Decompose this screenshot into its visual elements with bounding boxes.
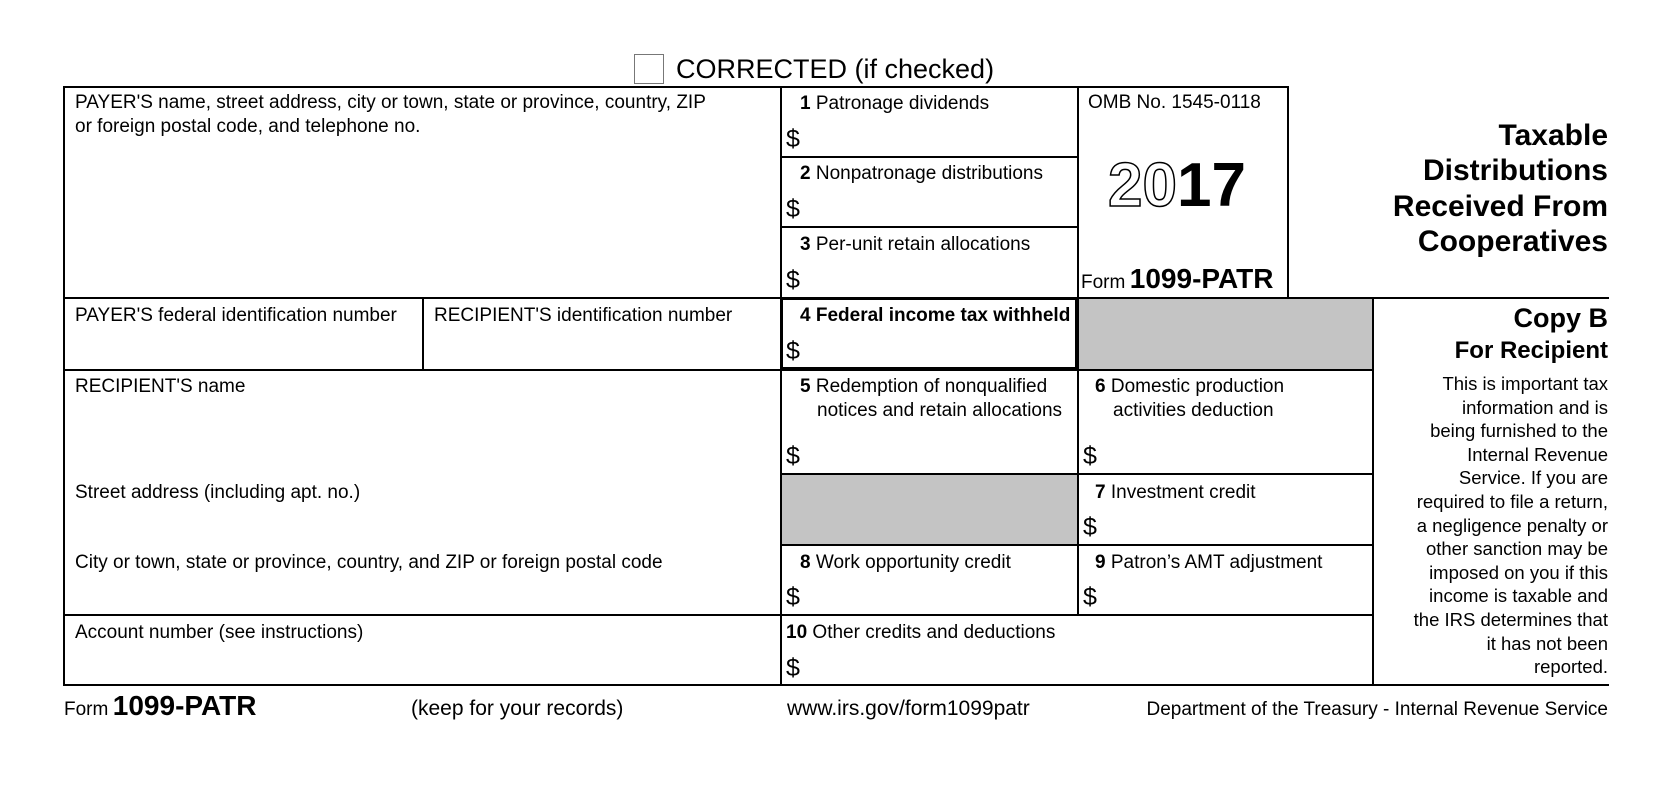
box5-number: 5: [800, 376, 811, 397]
omb-form-name: [1081, 263, 1273, 295]
recipient-id-label: RECIPIENT'S identification number: [434, 305, 733, 326]
form-title-line4: Cooperatives: [1417, 225, 1608, 258]
copy-notice-line: reported.: [1533, 656, 1608, 678]
recipient-name-label: RECIPIENT'S name: [75, 376, 246, 397]
box6-label-line1: [1095, 375, 1284, 399]
box6-dollar-sign: $: [1083, 442, 1097, 470]
footer-department: Department of the Treasury - Internal Revenue Service: [1146, 699, 1608, 720]
box2-number: 2: [800, 163, 811, 184]
footer-irs-url[interactable]: www.irs.gov/form1099patr: [787, 697, 1030, 720]
form-title-line3: Received From: [1392, 190, 1608, 223]
box7-dollar-sign: $: [1083, 513, 1097, 541]
box1-text: Patronage dividends: [815, 93, 990, 114]
box9-label: [1095, 551, 1322, 575]
copy-notice-line: required to file a return,: [1416, 490, 1608, 512]
box6-number: 6: [1095, 376, 1106, 397]
copy-notice-line: other sanction may be: [1425, 538, 1608, 560]
box6-text-line1: Domestic production: [1110, 376, 1285, 397]
footer-keep-note: (keep for your records): [411, 697, 624, 720]
box5-label-line1: [800, 375, 1047, 399]
payer-name-label-line1: PAYER'S name, street address, city or town, state or province, country, ZIP: [75, 92, 706, 113]
box3-number: 3: [800, 234, 811, 255]
copy-notice-line: the IRS determines that: [1413, 608, 1608, 630]
copy-notice-line: imposed on you if this: [1429, 561, 1608, 583]
footer-form-prefix: Form: [64, 699, 109, 720]
tax-year-outline: 20: [1108, 151, 1177, 220]
box10-dollar-sign: $: [786, 654, 800, 682]
box3-label: [800, 233, 1030, 257]
box9-number: 9: [1095, 552, 1106, 573]
omb-number: OMB No. 1545-0118: [1088, 92, 1261, 113]
copy-notice-line: being furnished to the: [1430, 420, 1608, 442]
box5-dollar-sign: $: [786, 442, 800, 470]
box5-text-line2: notices and retain allocations: [817, 400, 1063, 421]
box1-label: [800, 92, 989, 116]
shaded-area-right-of-box4: [1079, 299, 1372, 369]
box4-number: 4: [800, 305, 811, 326]
box8-label: [800, 551, 1011, 575]
corrected-label: CORRECTED (if checked): [676, 54, 995, 84]
copy-notice-line: it has not been: [1486, 632, 1608, 654]
omb-form-number: 1099-PATR: [1129, 263, 1274, 294]
copy-notice: [1414, 372, 1608, 679]
box4-dollar-sign: $: [786, 337, 800, 365]
footer-form-number: 1099-PATR: [112, 690, 257, 721]
box1-dollar-sign: $: [786, 125, 800, 153]
copy-notice-line: This is important tax: [1442, 373, 1608, 394]
box6-text-line2: activities deduction: [1113, 400, 1274, 421]
form-title-line2: Distributions: [1423, 154, 1608, 187]
box3-dollar-sign: $: [786, 266, 800, 294]
form-title-line1: Taxable: [1498, 119, 1608, 152]
copy-notice-line: Internal Revenue: [1467, 443, 1608, 465]
box8-text: Work opportunity credit: [815, 552, 1011, 573]
copy-notice-line: a negligence penalty or: [1416, 514, 1608, 536]
box10-text: Other credits and deductions: [812, 622, 1056, 643]
copy-notice-line: income is taxable and: [1429, 585, 1608, 607]
box9-dollar-sign: $: [1083, 583, 1097, 611]
payer-fed-id-label: PAYER'S federal identification number: [75, 305, 397, 326]
box10-label: [786, 621, 1055, 645]
box2-dollar-sign: $: [786, 195, 800, 223]
box8-dollar-sign: $: [786, 583, 800, 611]
box3-text: Per-unit retain allocations: [815, 234, 1031, 255]
street-address-label: Street address (including apt. no.): [75, 482, 361, 503]
box10-number: 10: [786, 622, 808, 643]
box5-text-line1: Redemption of nonqualified: [815, 376, 1048, 397]
city-state-zip-label: City or town, state or province, country, and ZIP or foreign postal code: [75, 552, 663, 573]
copy-notice-line: Service. If you are: [1458, 467, 1608, 489]
corrected-checkbox[interactable]: [634, 54, 664, 84]
box7-number: 7: [1095, 482, 1106, 503]
omb-form-prefix: Form: [1081, 272, 1126, 293]
footer-form-name: [64, 690, 256, 722]
box2-label: [800, 162, 1043, 186]
payer-name-label-line2: or foreign postal code, and telephone no.: [75, 116, 421, 137]
box4-label: [800, 304, 1070, 328]
tax-year: [1108, 152, 1246, 220]
account-number-label: Account number (see instructions): [75, 622, 364, 643]
box1-number: 1: [800, 93, 811, 114]
box7-text: Investment credit: [1110, 482, 1256, 503]
box9-text: Patron’s AMT adjustment: [1110, 552, 1323, 573]
box7-label: [1095, 481, 1256, 505]
copy-heading: Copy B: [1513, 303, 1608, 333]
box4-text: Federal income tax withheld: [815, 305, 1071, 326]
shaded-area-left-of-box7: [782, 475, 1077, 544]
tax-year-bold: 17: [1176, 151, 1246, 220]
box8-number: 8: [800, 552, 811, 573]
box2-text: Nonpatronage distributions: [815, 163, 1043, 184]
copy-notice-line: information and is: [1461, 396, 1608, 418]
copy-subheading: For Recipient: [1454, 337, 1608, 364]
